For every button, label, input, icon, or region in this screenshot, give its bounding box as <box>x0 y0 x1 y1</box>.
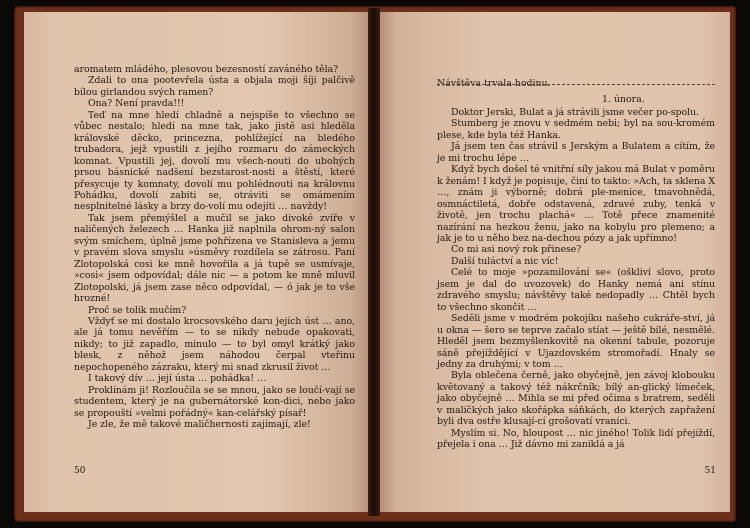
right-paragraph: Byla oblečena černě, jako obyčejně, jen závoj klobouku květovaný a takový též nákrčník; bílý an-glický límeček, jako obyčejně … Mihla se mi před očima s bratrem, seděli v malíčkých jako skořápka sáňkách, do kterých zapřažení byli dva ostře klusají-cí grošovatí vraníci. <box>437 370 715 428</box>
diary-date: 1. února. <box>602 94 645 105</box>
right-paragraph: Já jsem ten čas strávil s Jerským a Bulatem a cítím, že je mi trochu lépe … <box>437 141 715 164</box>
left-paragraph: Zdali to ona pootevřela ústa a objala moji šíji palčivě bílou girlandou svých ramen? <box>74 75 355 98</box>
right-page-text <box>437 107 715 451</box>
dashed-separator <box>437 84 715 85</box>
right-paragraph: Další tuláctví a nic víc! <box>451 255 559 267</box>
right-paragraph: Když bych došel té vnitřní síly jakou má Bulat v poměru k ženám! I když je popisuje, činí to takto: »Ach, ta sklena X …, znám ji výborně; dobrá ple-menice, tmavohnědá, osmnáctiletá, dobře odstavená, zdravé zuby, tenká v životě, jen trochu plachá« … Totě přece znamenité nazírání na hezkou ženu, jako na kobylu pro plemeno; a jak je to u něho bez na-dechou pózy a jak upřímno! <box>437 164 715 244</box>
page-number-right: 51 <box>704 466 716 476</box>
left-paragraph: I takový dív … její ústa … pohádka! … <box>88 373 267 385</box>
left-page <box>24 12 368 512</box>
right-paragraph: Doktor Jerski, Bulat a já strávili jsme večer po-spolu. <box>451 107 699 118</box>
book-gutter <box>368 8 380 516</box>
left-paragraph: Ona? Není pravda!!! <box>88 98 185 110</box>
page-number-left: 50 <box>74 466 86 476</box>
right-page <box>380 12 730 512</box>
left-paragraph: Vždyť se mi dostalo krocsovského daru jejích úst … ano, ale já tomu nevěřím — to se nikdy nebude opakovati, nikdy; to již zapadlo, minulo — to byl omyl krátký jako blesk, z něhož jsem náhodou čerpal vteřinu nepochopeného zázraku, který mi snad zkrusil život … <box>74 315 355 373</box>
right-page-header: Návštěva trvala hodinu. <box>437 78 551 89</box>
right-paragraph: Co mi asi nový rok přinese? <box>451 244 582 256</box>
left-paragraph: Tak jsem přemýšlel a mučil se jako divoké zvíře v naličených železech … Hanka již naplnila ohrom-ný salon svým smíchem, úplně jsme pohřízena ve Stanisleva a jemu v pravém slova smyslu »úsměvy rozdílela se zátrosu. Paní Zlotopolská cosi ke mně hovořila a já tupě se usmívaje, »cosi« jsem odpovídal; dále nic — a potom ke mně mluvil Zlotopolski, já jsem zase něco odpovídal, — ó jak je to vše hrozné! <box>74 212 355 305</box>
right-paragraph: Seděli jsme v modrém pokojíku našeho cukráře-ství, já u okna — šero se teprve začalo stíat — ještě bílé, nesmělé. Hleděl jsem bezmyšlenkovitě na okenní tabule, pozoruje sáně přejíždějící v Ujazdovském stromořadí. Hnaly se jedny za druhými; v tom … <box>437 313 715 370</box>
right-paragraph: Myslím si. No, hloupost … nic jiného! Tolik lidí přejíždí, přejela i ona … Již dávno mi zaniklá a já <box>437 427 715 451</box>
right-paragraph: Stumberg je znovu v sedmém nebi; byl na sou-kromém plese, kde byla též Hanka. <box>437 118 715 141</box>
left-paragraph: Je zle, že mě takové maličhernosti zajímají, zle! <box>88 419 311 431</box>
left-page-text <box>74 64 355 431</box>
left-paragraph: Proklínám ji! Rozloučila se se mnou, jako se loučí-vají se studentem, který je na gubernátorské kon-dici, nebo jako se propouští »velmi pořádný« kan-celářský písař! <box>74 384 355 419</box>
left-paragraph: Proč se tolik mučím? <box>88 304 187 316</box>
left-paragraph: aromatem mládého, plesovou bezesností zaváného těla? <box>74 64 339 75</box>
right-paragraph: Celé to moje »pozamilování se« (oškliví slovo, proto jsem je dal do uvozovek) do Hanky nemá ani stínu zdravého smyslu; návštěvy také nedopadly … Chtěl bych to všechno skončit … <box>437 267 715 313</box>
left-paragraph: Teď na mne hledí chladně a nejspíše to všechno se vůbec nestalo; hledí na mne tak, jako jistě asi hleděla královské děcko, princezna, pohlížející na bledého trubadora, jejž vpustili z jejího rozmaru do zámeckých komnat. Vpustili jej, dovolí mu všech-nouti do ubohých prsou básnické nadšení bezstarost-nosti a štěstí, které přesycuje ty komnaty, dovolí mu pohlédnouti na královnu Pohádku, dovolí zabiti se, otráviti se omámením nesplnitelné lásky a brzy do-volí mu odejíti … navždy! <box>74 109 355 213</box>
